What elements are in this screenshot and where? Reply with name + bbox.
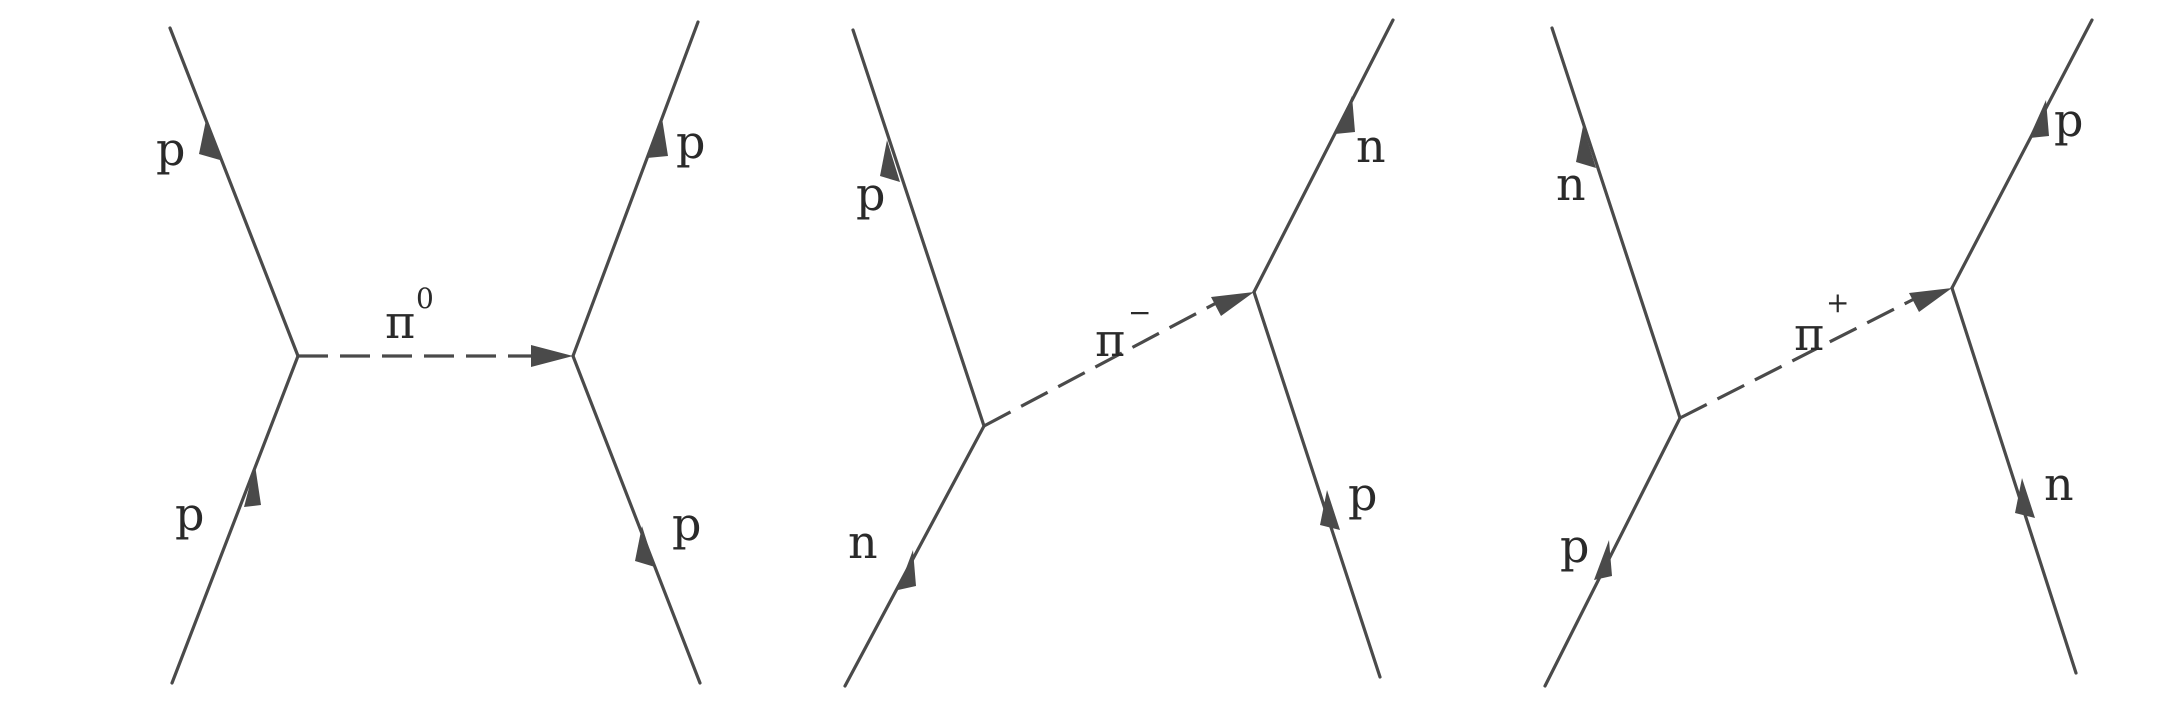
left-top-proton-line bbox=[170, 28, 298, 356]
exchange-charge: + bbox=[1826, 286, 1850, 319]
diagram-pi-minus bbox=[845, 20, 1393, 686]
right-bottom-label: p bbox=[1348, 467, 1378, 521]
right-top-label: n bbox=[1356, 119, 1386, 173]
exchange-arrow bbox=[1211, 292, 1254, 316]
right-bottom-label: p bbox=[672, 497, 702, 551]
right-top-arrow bbox=[1335, 96, 1355, 134]
diagram-pi-plus bbox=[1545, 20, 2092, 686]
right-bottom-arrow bbox=[2015, 478, 2035, 518]
left-top-label: n bbox=[1556, 157, 1586, 211]
right-top-label: p bbox=[2054, 93, 2084, 147]
exchange-symbol: π bbox=[1095, 313, 1126, 367]
right-bottom-arrow bbox=[1320, 490, 1340, 530]
left-bottom-label: n bbox=[848, 515, 878, 569]
exchange-charge: 0 bbox=[416, 282, 434, 315]
left-bottom-label: p bbox=[175, 487, 205, 541]
left-bottom-label: p bbox=[1560, 519, 1590, 573]
right-bottom-label: n bbox=[2044, 457, 2074, 511]
right-top-line bbox=[1952, 20, 2092, 288]
right-top-label: p bbox=[676, 115, 706, 169]
exchange-charge: − bbox=[1128, 296, 1152, 329]
left-top-line bbox=[853, 30, 984, 426]
exchange-arrow bbox=[1909, 288, 1952, 312]
left-top-line bbox=[1552, 28, 1680, 418]
right-bottom-arrow bbox=[635, 526, 655, 567]
right-top-proton-line bbox=[573, 22, 698, 356]
right-top-arrow bbox=[647, 118, 668, 158]
left-bottom-arrow bbox=[898, 550, 916, 590]
left-top-label: p bbox=[156, 122, 186, 176]
exchange-symbol: π bbox=[1794, 307, 1825, 361]
left-bottom-arrow bbox=[1594, 540, 1612, 580]
left-top-label: p bbox=[856, 167, 886, 221]
exchange-symbol: π bbox=[385, 295, 416, 349]
diagram-pi0 bbox=[156, 22, 705, 683]
right-top-arrow bbox=[2029, 100, 2049, 138]
exchange-arrow bbox=[531, 345, 573, 367]
